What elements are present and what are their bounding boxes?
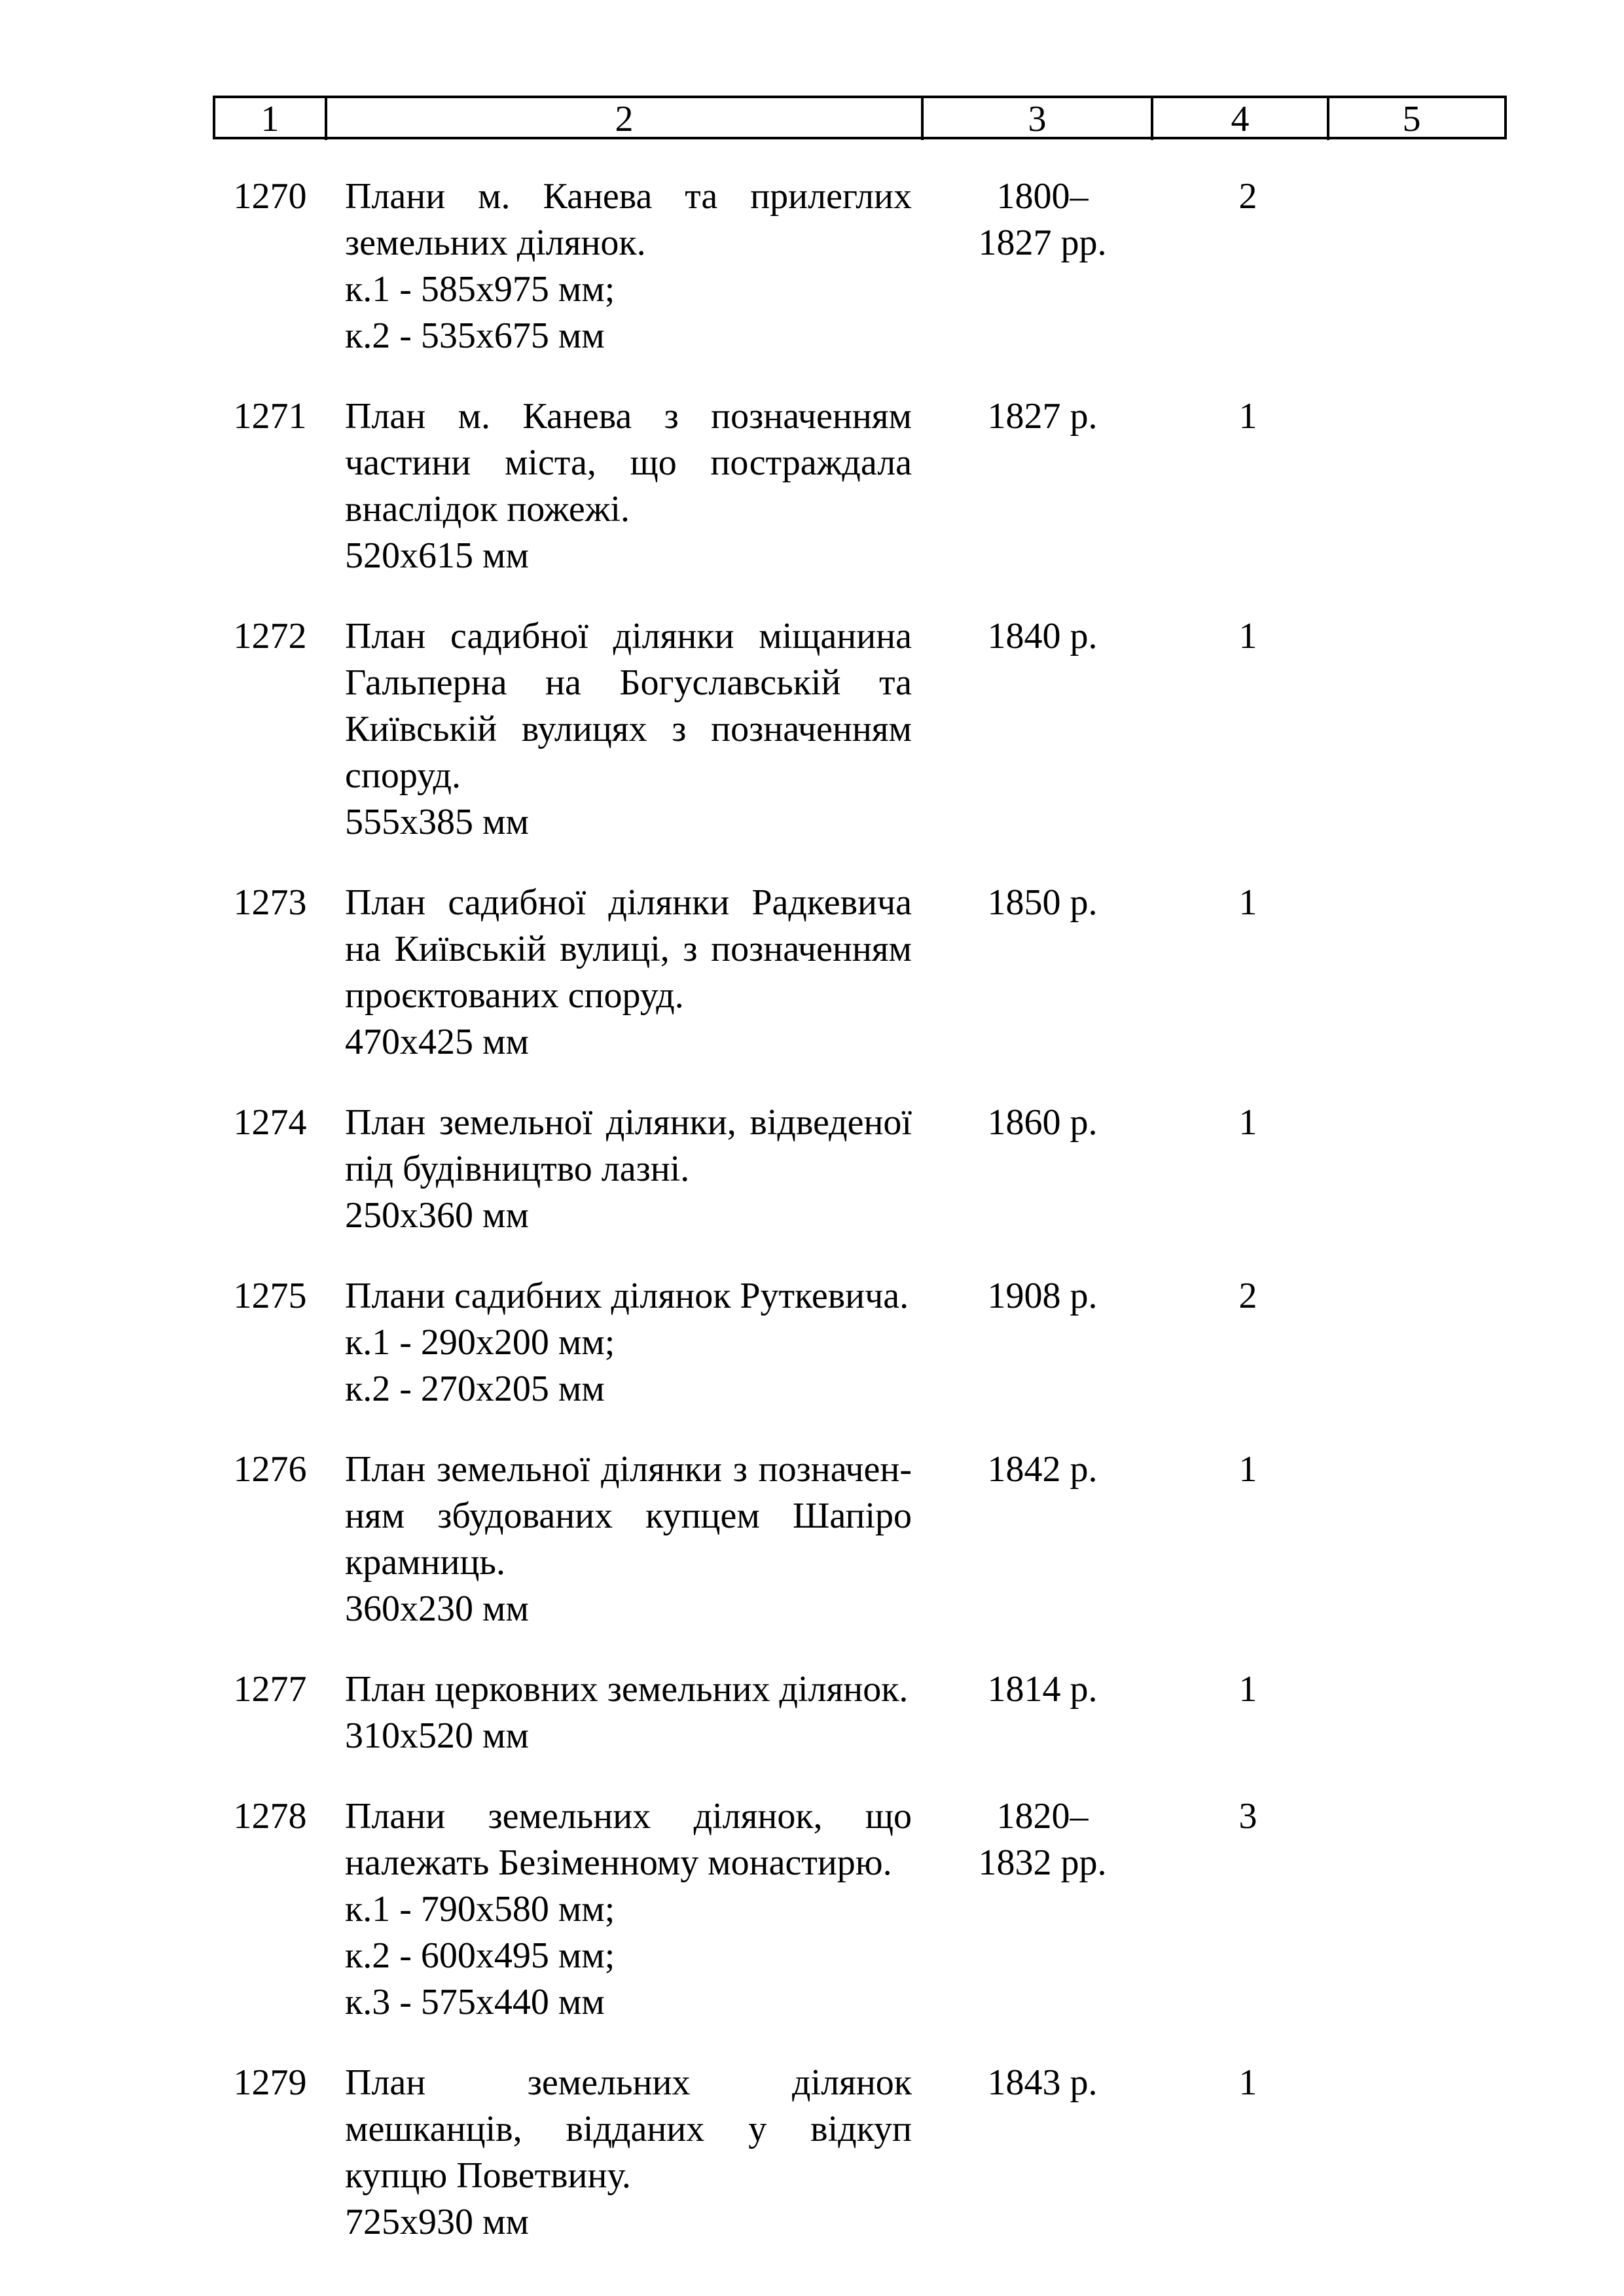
entry-description <box>327 1793 926 2026</box>
table-row <box>213 1793 1507 2026</box>
entry-description <box>327 173 926 359</box>
entry-title: План земельної ділянки з позначенням збудованих купцем Шапіро крамниць. <box>345 1449 912 1583</box>
column-header-5: 5 <box>1402 99 1421 139</box>
entry-description <box>327 1100 926 1239</box>
entry-count: 1 <box>1238 616 1257 656</box>
column-header-3: 3 <box>924 98 1153 140</box>
entry-dimension: 725х930 мм <box>345 2202 529 2242</box>
entry-dimension: к.1 - 585х975 мм; <box>345 269 615 310</box>
entry-dimension: 310х520 мм <box>345 1715 529 1756</box>
entry-number: 1273 <box>233 882 307 923</box>
entry-dimension: 250х360 мм <box>345 1195 529 1236</box>
entry-title: Плани садибних ділянок Руткевича. <box>345 1276 909 1316</box>
entry-dimension: к.1 - 790х580 мм; <box>345 1889 615 1929</box>
entry-date-line: 1800– <box>996 176 1089 217</box>
entry-date-line: 1850 р. <box>987 882 1098 923</box>
entry-number: 1277 <box>233 1669 307 1710</box>
entry-date <box>926 613 1159 660</box>
entry-dimension: к.2 - 600х495 мм; <box>345 1935 615 1976</box>
entry-title: План м. Канева з позначенням частини міста, що постраждала внаслідок пожежі. <box>345 396 912 529</box>
entry-count: 1 <box>1238 396 1257 437</box>
entry-date-line: 1814 р. <box>987 1669 1098 1710</box>
entry-number: 1271 <box>233 396 307 437</box>
entry-count: 1 <box>1238 1449 1257 1490</box>
entry-count: 1 <box>1238 2062 1257 2103</box>
entry-count: 1 <box>1238 1669 1257 1710</box>
entry-number: 1278 <box>233 1796 307 1837</box>
entry-title: План садибної ділянки Радкевича на Київській вулиці, з позначенням проєктованих споруд. <box>345 882 912 1016</box>
column-header-1: 1 <box>215 98 327 140</box>
entry-count: 1 <box>1238 1102 1257 1143</box>
entry-dimension: 360х230 мм <box>345 1588 529 1629</box>
table-row <box>213 613 1507 846</box>
entry-count: 3 <box>1238 1796 1257 1837</box>
entry-dimension: к.3 - 575х440 мм <box>345 1982 605 2022</box>
entry-date-line: 1842 р. <box>987 1449 1098 1490</box>
column-header-2: 2 <box>327 98 924 140</box>
entry-date <box>926 1273 1159 1319</box>
entry-date <box>926 1446 1159 1493</box>
entry-date <box>926 880 1159 926</box>
entry-date <box>926 393 1159 440</box>
entry-date-line: 1908 р. <box>987 1276 1098 1316</box>
table-row <box>213 880 1507 1066</box>
table-row <box>213 1100 1507 1239</box>
entry-date-line: 1832 рр. <box>978 1842 1107 1883</box>
entry-count: 2 <box>1238 1276 1257 1316</box>
table-row <box>213 1446 1507 1632</box>
entry-description <box>327 613 926 846</box>
entry-number: 1274 <box>233 1102 307 1143</box>
table-header <box>213 96 1507 139</box>
entry-number: 1272 <box>233 616 307 656</box>
entry-date-line: 1860 р. <box>987 1102 1098 1143</box>
entry-number: 1276 <box>233 1449 307 1490</box>
entry-description <box>327 2060 926 2246</box>
entry-title: Плани м. Канева та прилеглих земельних ділянок. <box>345 176 912 263</box>
entry-description <box>327 1273 926 1412</box>
entry-dimension: к.1 - 290х200 мм; <box>345 1322 615 1363</box>
entry-count: 1 <box>1238 882 1257 923</box>
entry-date <box>926 1666 1159 1713</box>
entry-date <box>926 1100 1159 1146</box>
entry-dimension: к.2 - 270х205 мм <box>345 1369 605 1409</box>
entry-number: 1279 <box>233 2062 307 2103</box>
entry-dimension: 520х615 мм <box>345 535 529 576</box>
entry-description <box>327 1446 926 1632</box>
table-row <box>213 1273 1507 1412</box>
entry-title: План земельних ділянок мешканців, відданих у відкуп купцю Поветвину. <box>345 2062 912 2196</box>
table-row <box>213 2060 1507 2246</box>
entry-date-line: 1827 р. <box>987 396 1098 437</box>
entry-number: 1270 <box>233 176 307 217</box>
entry-date <box>926 1793 1159 1886</box>
entry-date <box>926 2060 1159 2106</box>
column-header-4: 4 <box>1153 98 1329 140</box>
entry-date <box>926 173 1159 266</box>
entry-dimension: 470х425 мм <box>345 1022 529 1062</box>
entry-date-line: 1820– <box>996 1796 1089 1837</box>
entry-description <box>327 1666 926 1759</box>
entry-description <box>327 393 926 579</box>
table-row <box>213 393 1507 579</box>
entry-date-line: 1840 р. <box>987 616 1098 656</box>
entry-title: План садибної ділянки міщанина Гальперна на Богуславській та Київській вулицях з позначенням споруд. <box>345 616 912 796</box>
entry-number: 1275 <box>233 1276 307 1316</box>
table-row <box>213 173 1507 359</box>
entry-count: 2 <box>1238 176 1257 217</box>
entry-title: Плани земельних ділянок, що належать Безіменному монастирю. <box>345 1796 912 1883</box>
entry-description <box>327 880 926 1066</box>
entry-title: План земельної ділянки, відведеної під будівництво лазні. <box>345 1102 912 1189</box>
entry-dimension: 555х385 мм <box>345 802 529 842</box>
table-body <box>213 173 1507 2280</box>
entry-title: План церковних земельних ділянок. <box>345 1669 909 1710</box>
entry-date-line: 1827 рр. <box>978 223 1107 263</box>
table-row <box>213 1666 1507 1759</box>
entry-dimension: к.2 - 535х675 мм <box>345 315 605 356</box>
entry-date-line: 1843 р. <box>987 2062 1098 2103</box>
